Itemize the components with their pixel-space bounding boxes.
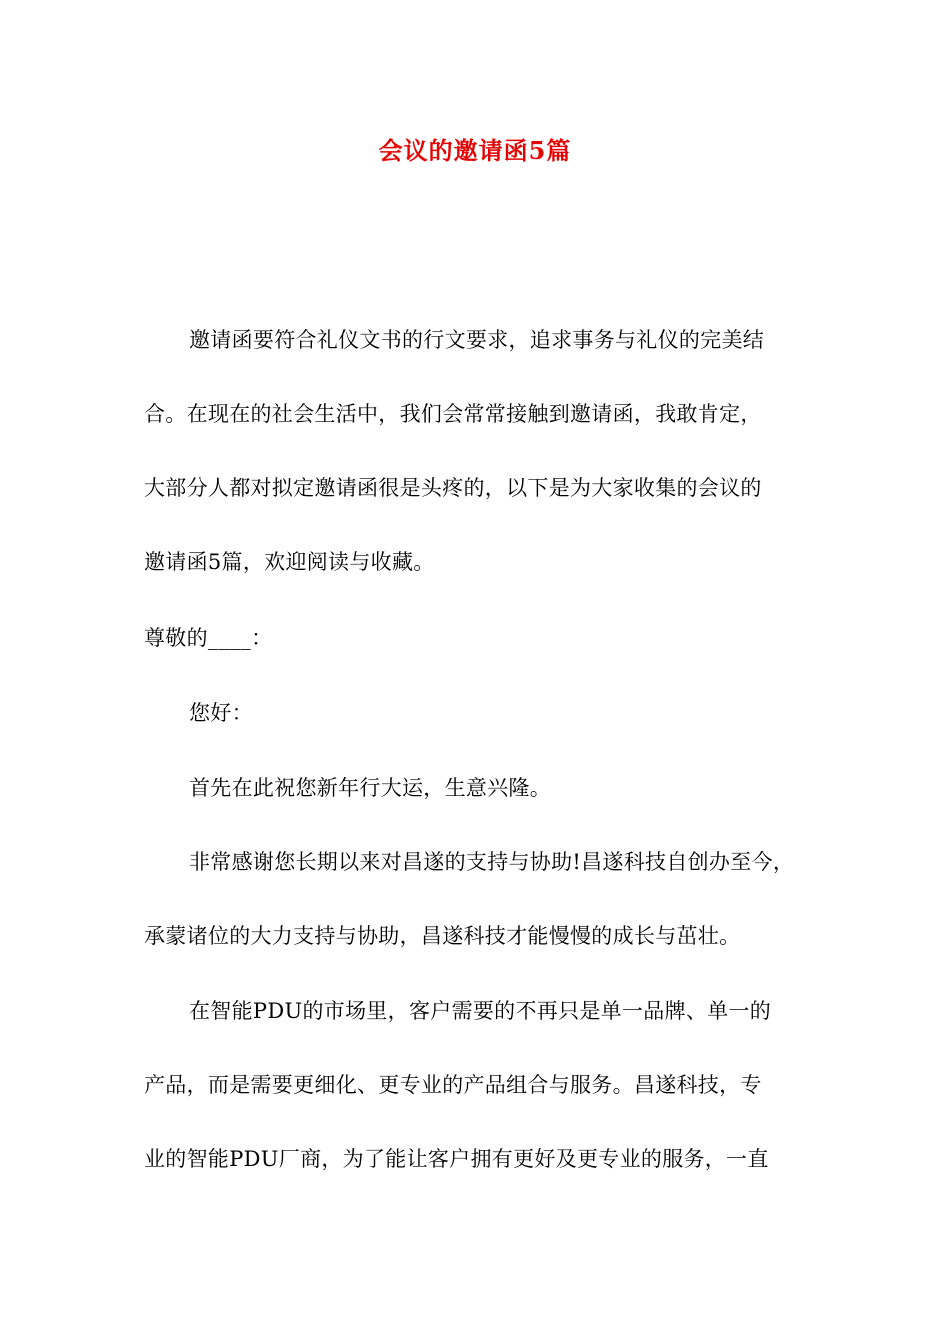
intro-line-4: 邀请函5篇，欢迎阅读与收藏。: [144, 550, 435, 574]
paragraph-3-line-1: 在智能PDU的市场里，客户需要的不再只是单一品牌、单一的: [189, 999, 772, 1023]
intro-line-2: 合。在现在的社会生活中，我们会常常接触到邀请函，我敢肯定，: [144, 402, 762, 426]
paragraph-3-line-3: 业的智能PDU厂商，为了能让客户拥有更好及更专业的服务，一直: [144, 1147, 769, 1171]
salutation: 尊敬的____：: [144, 626, 273, 650]
document-title: 会议的邀请函5篇: [378, 136, 572, 165]
paragraph-3-line-2: 产品，而是需要更细化、更专业的产品组合与服务。昌遂科技，专: [144, 1073, 762, 1097]
paragraph-2-line-2: 承蒙诸位的大力支持与协助，昌遂科技才能慢慢的成长与茁壮。: [144, 924, 741, 948]
paragraph-2-line-1: 非常感谢您长期以来对昌遂的支持与协助!昌遂科技自创办至今，: [189, 850, 795, 874]
intro-line-1: 邀请函要符合礼仪文书的行文要求，追求事务与礼仪的完美结: [189, 328, 765, 352]
paragraph-1: 首先在此祝您新年行大运，生意兴隆。: [189, 776, 552, 800]
greeting: 您好：: [189, 701, 253, 725]
intro-line-3: 大部分人都对拟定邀请函很是头疼的，以下是为大家收集的会议的: [144, 476, 762, 500]
